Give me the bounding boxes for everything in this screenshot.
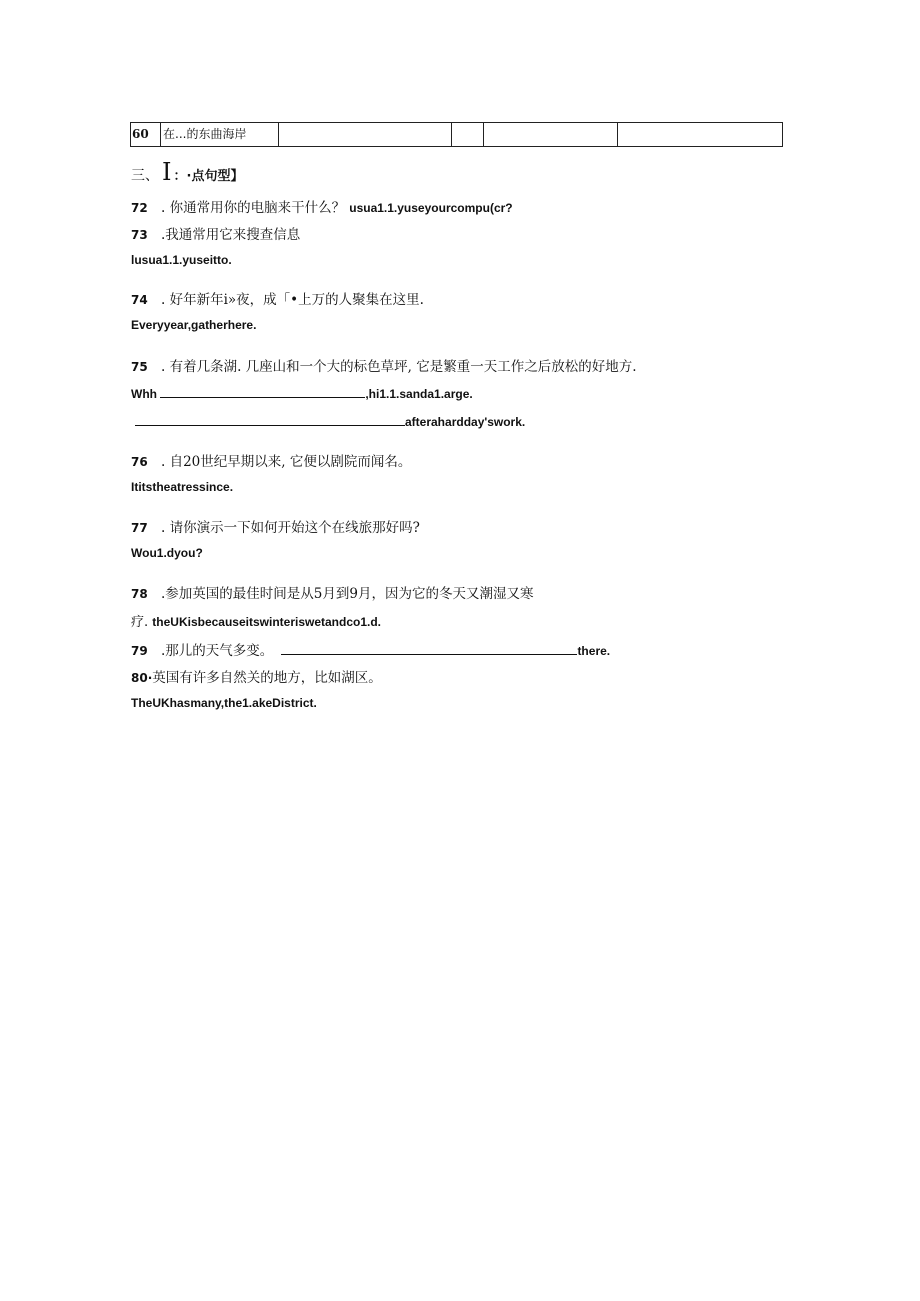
answer-75-line1 bbox=[131, 385, 473, 401]
row-answer-cell[interactable] bbox=[452, 123, 484, 146]
answer-blank[interactable] bbox=[160, 385, 365, 398]
row-answer-cell[interactable] bbox=[279, 123, 452, 146]
question-73 bbox=[131, 223, 300, 243]
question-text: .参加英国的最佳时间是从5月到9月，因为它的冬天又潮湿又寒 bbox=[161, 586, 534, 602]
answer-80: TheUKhasmany,the1.akeDistrict. bbox=[131, 696, 317, 710]
section-colon: ： bbox=[173, 169, 187, 184]
answer-75-line2 bbox=[135, 413, 525, 429]
row-answer-cell[interactable] bbox=[484, 123, 618, 146]
question-text: . 好年新年i»夜，成「•上万的人聚集在这里. bbox=[161, 292, 424, 308]
question-number: 73 bbox=[131, 228, 148, 242]
question-number: 78 bbox=[131, 587, 148, 601]
answer-77: Wou1.dyou? bbox=[131, 546, 203, 560]
answer-prefix: 疗. bbox=[131, 615, 149, 630]
question-text: . 自20世纪早期以来, 它便以剧院而闻名。 bbox=[161, 454, 412, 470]
row-number: 60 bbox=[131, 123, 161, 146]
row-answer-cell[interactable] bbox=[618, 123, 782, 146]
section-title: ·点句型】 bbox=[186, 169, 244, 184]
question-text: 英国有许多自然关的地方，比如湖区。 bbox=[152, 670, 382, 686]
question-number: 76 bbox=[131, 455, 148, 469]
answer-74: Everyyear,gatherhere. bbox=[131, 318, 257, 332]
question-74 bbox=[131, 288, 424, 308]
question-number: 77 bbox=[131, 521, 148, 535]
section-prefix: 三、 bbox=[131, 168, 159, 184]
question-77 bbox=[131, 516, 420, 536]
answer-blank[interactable] bbox=[281, 642, 577, 655]
question-number: 79 bbox=[131, 644, 148, 658]
question-text: . 有着几条湖. 几座山和一个大的标色草坪, 它是繁重一天工作之后放松的好地方. bbox=[161, 359, 637, 375]
answer-text: afterahardday'swork. bbox=[405, 415, 526, 429]
answer-78 bbox=[131, 611, 381, 630]
question-75 bbox=[131, 355, 637, 375]
question-number: 72 bbox=[131, 201, 148, 215]
answer-text: Whh bbox=[131, 387, 157, 401]
section-numeral: I bbox=[162, 158, 172, 186]
question-76 bbox=[131, 450, 411, 470]
question-72 bbox=[131, 196, 513, 216]
question-text: .我通常用它来搜查信息 bbox=[161, 227, 301, 243]
question-text: . 你通常用你的电脑来干什么？ bbox=[161, 200, 346, 216]
vocab-table-row bbox=[130, 122, 783, 147]
question-79 bbox=[131, 639, 610, 659]
answer-text: ,hi1.1.sanda1.arge. bbox=[365, 387, 473, 401]
row-phrase: 在...的东曲海岸 bbox=[161, 123, 279, 146]
question-number: 74 bbox=[131, 293, 148, 307]
question-number: 75 bbox=[131, 360, 148, 374]
answer-text: there. bbox=[577, 644, 611, 658]
question-78 bbox=[131, 582, 533, 602]
question-number: 80· bbox=[131, 671, 153, 685]
answer-blank[interactable] bbox=[135, 413, 405, 426]
question-80 bbox=[131, 666, 382, 686]
answer-76: Ititstheatressince. bbox=[131, 480, 234, 494]
answer-text: theUKisbecauseitswinteriswetandco1.d. bbox=[152, 615, 382, 629]
answer-text: usua1.1.yuseyourcompu(cr? bbox=[349, 201, 513, 215]
question-text: . 请你演示一下如何开始这个在线旅那好吗? bbox=[161, 520, 420, 536]
section-heading bbox=[131, 158, 243, 186]
question-text: .那儿的天气多变。 bbox=[161, 643, 274, 659]
answer-73: lusua1.1.yuseitto. bbox=[131, 253, 232, 267]
